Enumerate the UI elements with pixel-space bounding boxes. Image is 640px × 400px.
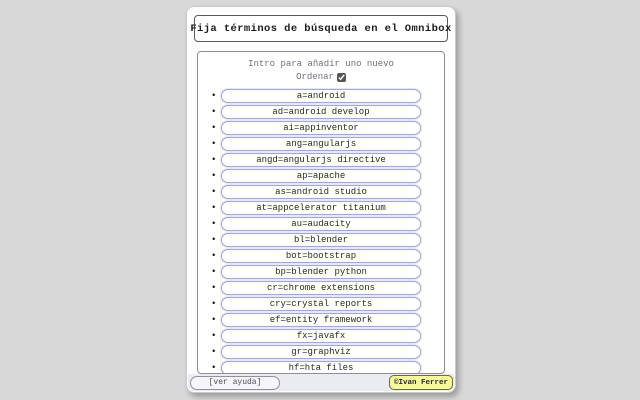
term-field[interactable]: as=android studio: [221, 185, 421, 199]
order-row: [198, 72, 444, 82]
term-field[interactable]: bot=bootstrap: [221, 249, 421, 263]
order-checkbox[interactable]: [337, 73, 346, 82]
order-label: Ordenar: [296, 72, 334, 82]
bullet-icon: •: [211, 235, 217, 245]
bullet-icon: •: [211, 315, 217, 325]
bullet-icon: •: [211, 155, 217, 165]
footer-bar: [188, 374, 454, 391]
term-field[interactable]: au=audacity: [221, 217, 421, 231]
term-field[interactable]: gr=graphviz: [221, 345, 421, 359]
bullet-icon: •: [211, 107, 217, 117]
bullet-icon: •: [211, 267, 217, 277]
term-row: [198, 329, 444, 345]
bullet-icon: •: [211, 347, 217, 357]
bullet-icon: •: [211, 91, 217, 101]
term-field[interactable]: ad=android develop: [221, 105, 421, 119]
bullet-icon: •: [211, 187, 217, 197]
term-row: [198, 185, 444, 201]
bullet-icon: •: [211, 139, 217, 149]
term-row: [198, 217, 444, 233]
bullet-icon: •: [211, 123, 217, 133]
terms-list: [198, 89, 444, 374]
term-row: [198, 137, 444, 153]
term-field[interactable]: ai=appinventor: [221, 121, 421, 135]
term-field[interactable]: ef=entity framework: [221, 313, 421, 327]
term-row: [198, 345, 444, 361]
help-button[interactable]: [ver ayuda]: [190, 376, 280, 390]
bullet-icon: •: [211, 203, 217, 213]
bullet-icon: •: [211, 331, 217, 341]
credit-badge: ©Ivan Ferrer: [389, 375, 453, 390]
bullet-icon: •: [211, 283, 217, 293]
term-row: [198, 249, 444, 265]
term-row: [198, 265, 444, 281]
term-row: [198, 121, 444, 137]
popup-title-box: [190, 15, 452, 42]
intro-hint-text: Intro para añadir uno nuevo: [248, 59, 394, 69]
term-row: [198, 361, 444, 374]
term-row: [198, 297, 444, 313]
bullet-icon: •: [211, 251, 217, 261]
bullet-icon: •: [211, 363, 217, 373]
term-field[interactable]: cry=crystal reports: [221, 297, 421, 311]
term-field[interactable]: cr=chrome extensions: [221, 281, 421, 295]
bullet-icon: •: [211, 219, 217, 229]
term-field[interactable]: fx=javafx: [221, 329, 421, 343]
term-field[interactable]: a=android: [221, 89, 421, 103]
term-row: [198, 201, 444, 217]
extension-popup: [186, 6, 456, 393]
popup-title: Fija términos de búsqueda en el Omnibox: [190, 22, 452, 35]
term-field[interactable]: ap=apache: [221, 169, 421, 183]
term-row: [198, 89, 444, 105]
term-field[interactable]: hf=hta files: [221, 361, 421, 374]
term-row: [198, 169, 444, 185]
term-row: [198, 233, 444, 249]
term-row: [198, 153, 444, 169]
term-field[interactable]: angd=angularjs directive: [221, 153, 421, 167]
term-row: [198, 281, 444, 297]
terms-panel: [197, 51, 445, 374]
term-field[interactable]: bl=blender: [221, 233, 421, 247]
term-row: [198, 105, 444, 121]
term-field[interactable]: bp=blender python: [221, 265, 421, 279]
bullet-icon: •: [211, 299, 217, 309]
term-field[interactable]: at=appcelerator titanium: [221, 201, 421, 215]
term-field[interactable]: ang=angularjs: [221, 137, 421, 151]
bullet-icon: •: [211, 171, 217, 181]
term-row: [198, 313, 444, 329]
